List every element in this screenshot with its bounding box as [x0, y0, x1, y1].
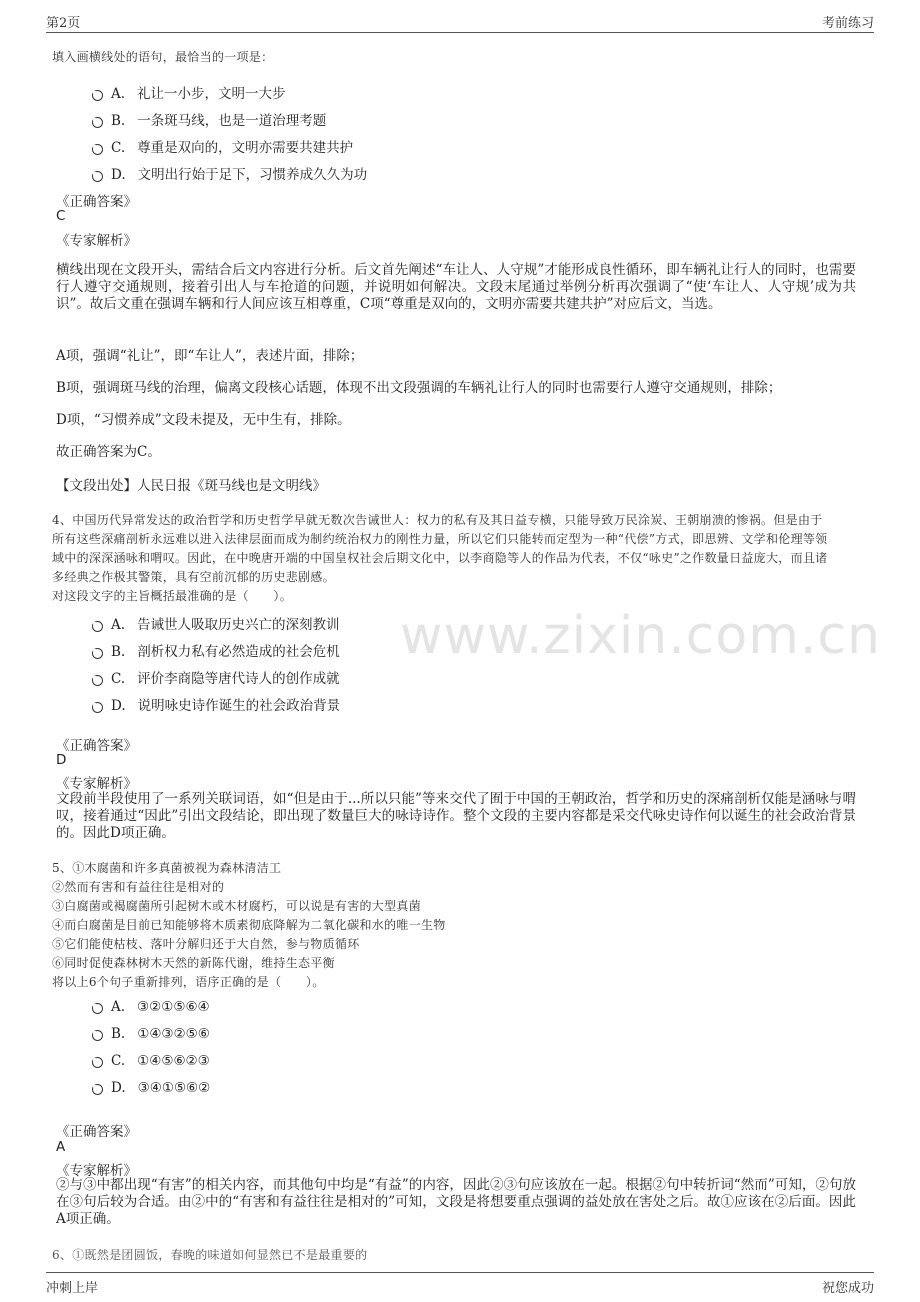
q3-option-c[interactable]: C. 尊重是双向的，文明亦需要共建共护: [92, 136, 353, 156]
q4-stem-line: 所有这些深痛剖析永远难以进入法律层面而成为制约统治权力的刚性力量，所以它们只能转而定型为一种“代偿”方式，即思辨、文学和伦理等领: [52, 532, 828, 546]
q4-option-b[interactable]: B. 剖析权力私有必然造成的社会危机: [92, 640, 340, 660]
q5-option-d[interactable]: D. ③④①⑤⑥②: [92, 1080, 210, 1096]
q3-option-b[interactable]: B. 一条斑马线，也是一道治理考题: [92, 109, 326, 129]
radio-icon[interactable]: [92, 90, 103, 101]
radio-icon[interactable]: [92, 1057, 103, 1068]
q4-answer: D: [56, 752, 67, 768]
q4-answer-label: 《正确答案》: [56, 738, 137, 754]
page-footer: [46, 1272, 874, 1297]
q4-option-d[interactable]: D. 说明咏史诗作诞生的社会政治背景: [92, 694, 340, 714]
q5-analysis: ②与③中都出现“有害”的相关内容，而其他句中均是“有益”的内容，因此②③句应该放在一起。根据②句中转折词“然而”可知，②句放在③句后较为合适。由②中的“有害和有益往往是相对的”可知，文段是将想要重点强调的益处放在害处之后。故①应该在②后面。因此A项正确。: [56, 1177, 856, 1227]
watermark: www.zixin.com.cn: [400, 606, 881, 666]
radio-icon[interactable]: [92, 1084, 103, 1095]
radio-icon[interactable]: [92, 171, 103, 182]
radio-icon[interactable]: [92, 675, 103, 686]
radio-icon[interactable]: [92, 648, 103, 659]
footer-right: 祝您成功: [821, 1281, 874, 1296]
q4-stem-line: 4、中国历代异常发达的政治哲学和历史哲学早就无数次告诫世人：权力的私有及其日益专横，只能导致万民涂炭、王朝崩溃的惨祸。但是由于: [52, 513, 823, 527]
q5-stem-line: ⑤它们能使枯枝、落叶分解归还于大自然，参与物质循环: [52, 937, 360, 951]
footer-left: 冲刺上岸: [46, 1281, 99, 1296]
q3-analysis-a: A项，强调“礼让”，即“车让人”，表述片面，排除；: [56, 348, 364, 364]
q3-analysis-main: 横线出现在文段开头，需结合后文内容进行分析。后文首先阐述“车让人、人守规”才能形成良性循环，即车辆礼让行人的同时，也需要行人遵守交通规则，接着引出人与车抢道的问题，并说明如何解决。文段末尾通过举例分析再次强调了“使‘车让人、人守规’成为共识”。故后文重在强调车辆和行人间应该互相尊重，C项“尊重是双向的，文明亦需要共建共护”对应后文，当选。: [56, 262, 856, 312]
q3-analysis-label: 《专家解析》: [56, 233, 137, 249]
q3-analysis-b: B项，强调斑马线的治理，偏离文段核心话题，体现不出文段强调的车辆礼让行人的同时也需要行人遵守交通规则，排除；: [56, 380, 782, 396]
q3-option-d[interactable]: D. 文明出行始于足下，习惯养成久久为功: [92, 163, 367, 183]
q5-analysis-label: 《专家解析》: [56, 1163, 137, 1179]
radio-icon[interactable]: [92, 1003, 103, 1014]
q5-stem-line: ③白腐菌或褐腐菌所引起树木或木材腐朽，可以说是有害的大型真菌: [52, 899, 422, 913]
q5-option-b[interactable]: B. ①④③②⑤⑥: [92, 1026, 210, 1042]
q5-stem-line: ②然而有害和有益往往是相对的: [52, 880, 225, 894]
radio-icon[interactable]: [92, 702, 103, 713]
q5-answer: A: [56, 1139, 66, 1155]
q5-answer-label: 《正确答案》: [56, 1124, 137, 1140]
q4-option-c[interactable]: C. 评价李商隐等唐代诗人的创作成就: [92, 667, 340, 687]
radio-icon[interactable]: [92, 144, 103, 155]
q3-answer: C: [56, 208, 66, 224]
radio-icon[interactable]: [92, 117, 103, 128]
q4-question: 对这段文字的主旨概括最准确的是（ ）。: [52, 589, 293, 603]
q5-option-c[interactable]: C. ①④⑤⑥②③: [92, 1053, 210, 1069]
q5-stem-line: 5、①木腐菌和许多真菌被视为森林清洁工: [52, 861, 282, 875]
radio-icon[interactable]: [92, 621, 103, 632]
q4-analysis-label: 《专家解析》: [56, 776, 137, 792]
page-header: [46, 10, 874, 33]
q5-stem-line: ⑥同时促使森林树木天然的新陈代谢，维持生态平衡: [52, 956, 335, 970]
q6-stem: 6、①既然是团圆饭，春晚的味道如何显然已不是最重要的: [52, 1248, 368, 1262]
q4-option-a[interactable]: A. 告诫世人吸取历史兴亡的深刻教训: [92, 613, 340, 633]
page-number: 第2页: [46, 16, 81, 31]
q5-question: 将以上6个句子重新排列，语序正确的是（ ）。: [52, 975, 325, 989]
header-title: 考前练习: [821, 16, 874, 31]
q4-analysis: 文段前半段使用了一系列关联词语，如“但是由于...所以只能”等来交代了囿于中国的王朝政治，哲学和历史的深痛剖析仅能是涵咏与喟叹，接着通过“因此”引出文段结论，即出现了数量巨大的咏诗诗作。整个文段的主要内容都是采交代咏史诗作何以诞生的社会政治背景的。因此D项正确。: [56, 791, 856, 841]
q4-stem-line: 多经典之作极其警策，具有空前沉郁的历史悲剧感。: [52, 570, 335, 584]
q3-option-a[interactable]: A. 礼让一小步，文明一大步: [92, 82, 286, 102]
q3-source: 【文段出处】人民日报《斑马线也是文明线》: [56, 478, 326, 494]
q5-option-a[interactable]: A. ③②①⑤⑥④: [92, 999, 210, 1015]
q3-stem: 填入画横线处的语句，最恰当的一项是：: [52, 50, 274, 64]
q3-answer-label: 《正确答案》: [56, 194, 137, 210]
q5-stem-line: ④而白腐菌是目前已知能够将木质素彻底降解为二氧化碳和水的唯一生物: [52, 918, 446, 932]
q3-analysis-d: D项，“习惯养成”文段未提及，无中生有，排除。: [56, 412, 351, 428]
q3-analysis-conclusion: 故正确答案为C。: [56, 444, 161, 460]
radio-icon[interactable]: [92, 1030, 103, 1041]
q4-stem-line: 域中的深深涵咏和喟叹。因此，在中晚唐开端的中国皇权社会后期文化中，以李商隐等人的作品为代表，不仅“咏史”之作数量日益庞大，而且诸: [52, 551, 828, 565]
